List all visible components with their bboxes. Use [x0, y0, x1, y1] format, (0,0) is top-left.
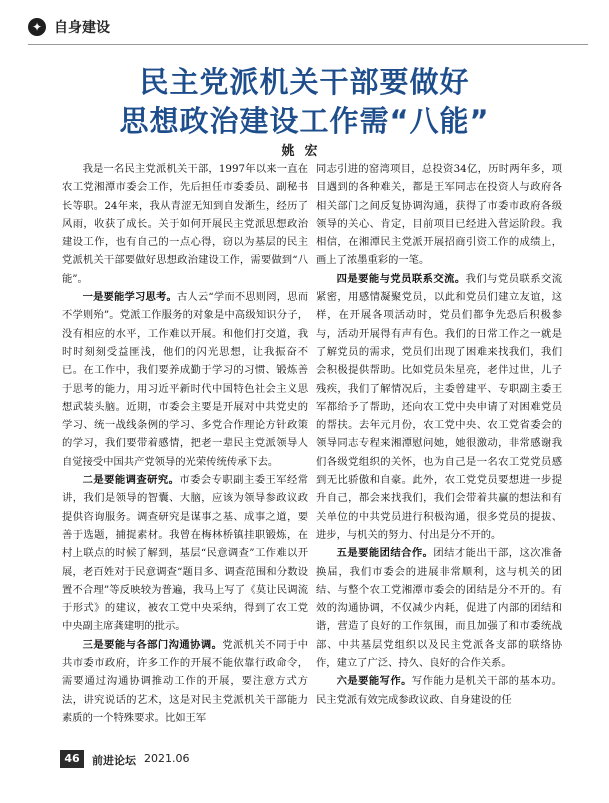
section-marker-icon: ✦	[28, 18, 46, 36]
paragraph-text: 我是一名民主党派机关干部，1997年以来一直在农工党湘潭市委会工作，先后担任市委委员、副秘书长等职。24年来，我从青涩无知到自发渐生，经历了风雨，收获了成长。关于如何开展民主党派思想政治建设工作，也有自己的一点心得，窃以为基层的民主党派机关干部要做好思想政治建设工作，需要做到“八能”。	[62, 163, 308, 285]
article-paragraph	[316, 270, 562, 544]
article-author: 姚宏	[281, 144, 328, 159]
paragraph-text: 团结才能出干部，这次准备换届，我们市委会的进展非常顺利，这与机关的团结、与整个农工党湘潭市委会的团结是分不开的。有效的沟通协调，不仅减少内耗，促进了内部的团结和谐，营造了良好的工作氛围，而且加强了和市委统战部、中共基层党组织以及民主党派各支部的联络协作，建立了广泛、持久、良好的合作关系。	[316, 547, 563, 670]
paragraph-lead: 六是要能写作。	[336, 675, 412, 688]
journal-name: 前进论坛	[92, 754, 136, 767]
paragraph-text: 市委会专职副主委王军经常讲，我们是领导的智囊、大脑，应该为领导参政议政提供咨询服务。调查研究是谋事之基、成事之道，要善于选题，捕捉素材。我曾在梅林桥镇挂职锻炼，在村上联点的时候了解到，基层“民意调查”工作难以开展，老百姓对于民意调查“题目多、调查范围和分数设置不合理”等反映较为普遍，我马上写了《莫让民调流于形式》的建议，被农工党中央采纳，得到了农工党中央副主席龚建明的批示。	[62, 474, 309, 633]
header-divider	[28, 44, 588, 45]
article-paragraph	[62, 636, 308, 727]
paragraph-text: 古人云“学而不思则罔，思而不学则殆”。党派工作服务的对象是中高级知识分子，没有相应的水平，工作难以开展。和他们打交道，我时时刻刻受益匪浅，他们的闪光思想，让我振奋不已。在工作中，我们要养成勤于学习的习惯、锻炼善于思考的能力，用习近平新时代中国特色社会主义思想武装头脑。近期，市委会主要是开展对中共党史的学习、统一战线条例的学习、多党合作理论方针政策的学习，我们要带着感情，把老一辈民主党派领导人自觉接受中国共产党领导的光荣传统传承下去。	[62, 291, 309, 468]
section-header	[28, 14, 588, 42]
article-column-right	[316, 160, 562, 709]
paragraph-lead: 一是要能学习思考。	[82, 291, 177, 304]
article-title-line-2: 思想政治建设工作需“八能”	[119, 104, 490, 138]
page-footer	[60, 750, 560, 774]
article-column-left	[62, 160, 308, 727]
paragraph-lead: 三是要能与各部门沟通协调。	[82, 638, 223, 651]
article-paragraph	[316, 544, 562, 672]
paragraph-text: 党派机关不同于中共市委市政府，许多工作的开展不能依靠行政命令，需要通过沟通协调推动工作的开展，要注意方式方法，讲究说话的艺术，这是对民主党派机关干部能力素质的一个特殊要求。比如王军	[62, 638, 309, 724]
page-number: 46	[60, 750, 84, 768]
article-paragraph	[62, 471, 308, 636]
paragraph-lead: 二是要能调查研究。	[82, 474, 180, 487]
paragraph-lead: 四是要能与党员联系交流。	[336, 272, 466, 285]
paragraph-text: 写作能力是机关干部的基本功。民主党派有效完成参政议政、自身建设的任	[316, 675, 563, 706]
paragraph-text: 同志引进的窑湾项目，总投资34亿，历时两年多，项目遇到的各种难关，都是王军同志在投资人与政府各相关部门之间反复协调沟通，获得了市委市政府各级领导的关心、肯定，目前项目已经进入营运阶段。我相信，在湘潭民主党派开展招商引资工作的成绩上，画上了浓墨重彩的一笔。	[316, 163, 562, 267]
article-paragraph	[316, 672, 562, 709]
article-paragraph	[62, 288, 308, 471]
article-paragraph	[316, 160, 562, 270]
article-title-line-1: 民主党派机关干部要做好	[139, 65, 470, 99]
article-paragraph	[62, 160, 308, 288]
paragraph-lead: 五是要能团结合作。	[336, 547, 434, 560]
paragraph-text: 我们与党员联系交流紧密，用感情凝聚党员，以此和党员们建立友谊，这样，在开展各项活动时，党员们都争先恐后积极参与，活动开展得有声有色。我们的日常工作之一就是了解党员的需求，党员们出现了困难来找我们，我们会积极提供帮助。比如党员朱星亮，老伴过世，儿子残疾，我们了解情况后，主委曾建平、专职副主委王军都给予了帮助，还向农工党中央申请了对困难党员的帮扶。去年元月份，农工党中央、农工党省委会的领导同志专程来湘潭慰问她，她很激动，非常感谢我们各级党组织的关怀，也为自己是一名农工党党员感到无比骄傲和自豪。此外，农工党党员要想进一步提升自己，都会来找我们，我们会带着共赢的想法和有关单位的中共党员进行积极沟通，很多党员的提拔、进步，与机关的努力、付出是分不开的。	[316, 272, 563, 541]
section-label: 自身建设	[54, 20, 110, 36]
journal-issue: 2021.06	[144, 752, 190, 765]
